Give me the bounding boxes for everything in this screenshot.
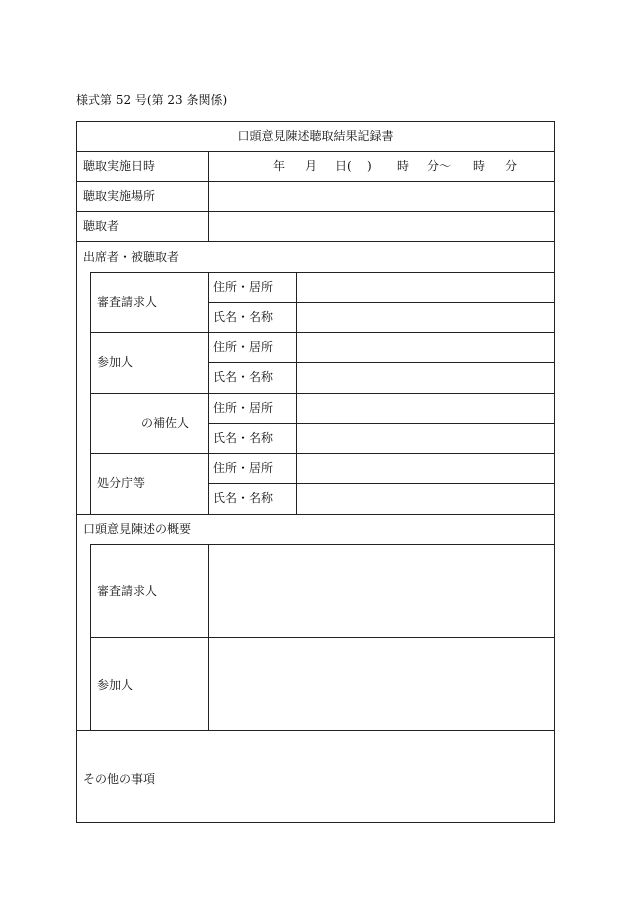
- name-label: 氏名・名称: [213, 310, 274, 324]
- date-day-unit: 日(: [335, 159, 352, 173]
- start-minute-unit: 分～: [427, 159, 452, 173]
- divider: [208, 423, 554, 424]
- address-label: 住所・居所: [213, 340, 274, 354]
- start-hour-unit: 時: [397, 159, 410, 173]
- attendees-section-label: 出席者・被聴取者: [83, 250, 180, 264]
- divider: [90, 544, 554, 545]
- date-month-unit: 月: [305, 159, 318, 173]
- attendee-group-requester: 審査請求人: [97, 295, 158, 309]
- end-hour-unit: 時: [473, 159, 486, 173]
- divider: [90, 453, 554, 454]
- divider: [90, 637, 554, 638]
- divider: [77, 241, 554, 242]
- end-minute-unit: 分: [505, 159, 518, 173]
- name-label: 氏名・名称: [213, 431, 274, 445]
- form-title: 口頭意見陳述聴取結果記録書: [237, 129, 394, 143]
- form-number: 様式第 52 号(第 23 条関係): [76, 93, 228, 107]
- place-label: 聴取実施場所: [83, 189, 156, 203]
- divider: [90, 544, 91, 730]
- divider: [90, 393, 554, 394]
- divider: [208, 272, 209, 514]
- attendee-group-participant: 参加人: [97, 355, 134, 369]
- attendee-group-agency: 処分庁等: [97, 476, 146, 490]
- name-label: 氏名・名称: [213, 370, 274, 384]
- divider: [208, 151, 209, 241]
- address-label: 住所・居所: [213, 461, 274, 475]
- summary-requester-label: 審査請求人: [97, 584, 158, 598]
- divider: [208, 483, 554, 484]
- record-form: [76, 121, 555, 823]
- summary-participant-label: 参加人: [97, 678, 134, 692]
- divider: [208, 544, 209, 730]
- divider: [77, 514, 554, 515]
- address-label: 住所・居所: [213, 401, 274, 415]
- address-label: 住所・居所: [213, 280, 274, 294]
- date-row-label: 聴取実施日時: [83, 159, 156, 173]
- divider: [208, 362, 554, 363]
- divider: [77, 730, 554, 731]
- attendee-group-assistant: の補佐人: [141, 416, 190, 430]
- divider: [90, 332, 554, 333]
- divider: [90, 272, 91, 514]
- divider: [90, 272, 554, 273]
- name-label: 氏名・名称: [213, 491, 274, 505]
- other-matters-label: その他の事項: [83, 772, 156, 786]
- summary-section-label: 口頭意見陳述の概要: [83, 522, 192, 536]
- divider: [77, 151, 554, 152]
- divider: [208, 302, 554, 303]
- listener-label: 聴取者: [83, 219, 120, 233]
- date-year-unit: 年: [273, 159, 286, 173]
- divider: [77, 211, 554, 212]
- divider: [77, 181, 554, 182]
- date-weekday-close: ): [367, 159, 372, 173]
- divider: [296, 272, 297, 514]
